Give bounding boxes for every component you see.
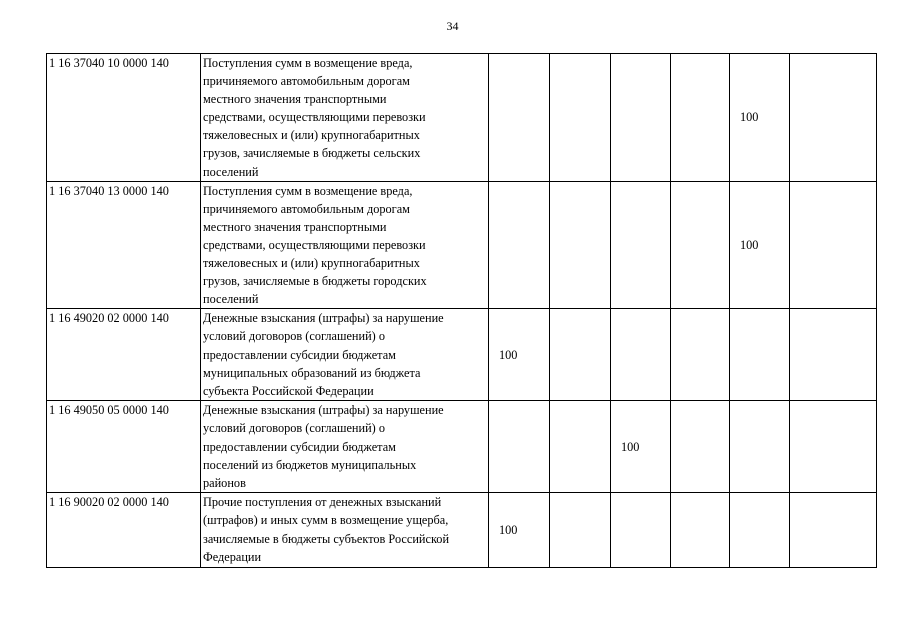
- table-row: [47, 309, 877, 401]
- description-line: поселений: [203, 164, 259, 179]
- description-line: местного значения транспортными: [203, 92, 387, 107]
- budget-code-cell: 1 16 49050 05 0000 140: [47, 401, 201, 493]
- value-cell: [790, 54, 877, 182]
- value-cell: 100: [489, 493, 550, 568]
- description-line: условий договоров (соглашений) о: [203, 421, 385, 436]
- value-cell: [550, 401, 611, 493]
- description-line: тяжеловесных и (или) крупногабаритных: [203, 128, 420, 143]
- description-cell: [201, 181, 489, 309]
- description-cell: [201, 54, 489, 182]
- description-line: средствами, осуществляющими перевозки: [203, 110, 426, 125]
- description-line: причиняемого автомобильным дорогам: [203, 201, 410, 216]
- value-cell: [611, 54, 671, 182]
- table-row: [47, 493, 877, 568]
- description-line: поселений из бюджетов муниципальных: [203, 457, 417, 472]
- value-cell: [730, 309, 790, 401]
- value-cell: [489, 54, 550, 182]
- value-cell: [671, 493, 730, 568]
- description-line: грузов, зачисляемые в бюджеты сельских: [203, 146, 421, 161]
- description-line: местного значения транспортными: [203, 219, 387, 234]
- value-cell: [489, 401, 550, 493]
- value-cell: [489, 181, 550, 309]
- value-cell: [611, 181, 671, 309]
- description-line: Денежные взыскания (штрафы) за нарушение: [203, 403, 444, 418]
- revenue-distribution-table: [46, 53, 877, 568]
- value-cell: [671, 54, 730, 182]
- description-line: зачисляемые в бюджеты субъектов Российской: [203, 531, 450, 546]
- value-cell: [550, 309, 611, 401]
- description-cell: [201, 493, 489, 568]
- description-line: тяжеловесных и (или) крупногабаритных: [203, 256, 420, 271]
- value-cell: [730, 493, 790, 568]
- value-cell: [671, 401, 730, 493]
- description-line: муниципальных образований из бюджета: [203, 365, 421, 380]
- value-cell: [671, 181, 730, 309]
- description-line: Федерации: [203, 549, 262, 564]
- value-cell: [550, 181, 611, 309]
- description-line: предоставлении субсидии бюджетам: [203, 439, 396, 454]
- description-line: причиняемого автомобильным дорогам: [203, 74, 410, 89]
- budget-code-cell: 1 16 37040 10 0000 140: [47, 54, 201, 182]
- description-line: предоставлении субсидии бюджетам: [203, 347, 396, 362]
- value-cell: [790, 309, 877, 401]
- value-cell: [550, 54, 611, 182]
- value-cell: [671, 309, 730, 401]
- value-cell: [730, 401, 790, 493]
- description-line: районов: [203, 475, 246, 490]
- value-cell: 100: [730, 181, 790, 309]
- value-cell: [790, 181, 877, 309]
- value-cell: 100: [611, 401, 671, 493]
- description-line: средствами, осуществляющими перевозки: [203, 237, 426, 252]
- value-cell: [790, 401, 877, 493]
- value-cell: 100: [730, 54, 790, 182]
- description-cell: [201, 309, 489, 401]
- description-line: (штрафов) и иных сумм в возмещение ущерба,: [203, 513, 449, 528]
- table-row: [47, 181, 877, 309]
- description-line: Денежные взыскания (штрафы) за нарушение: [203, 311, 444, 326]
- description-line: Поступления сумм в возмещение вреда,: [203, 56, 413, 70]
- table-row: [47, 54, 877, 182]
- description-line: Поступления сумм в возмещение вреда,: [203, 183, 413, 198]
- budget-code-cell: 1 16 49020 02 0000 140: [47, 309, 201, 401]
- description-line: поселений: [203, 292, 259, 307]
- value-cell: [611, 493, 671, 568]
- value-cell: 100: [489, 309, 550, 401]
- budget-code-cell: 1 16 90020 02 0000 140: [47, 493, 201, 568]
- description-line: грузов, зачисляемые в бюджеты городских: [203, 274, 427, 289]
- table-row: [47, 401, 877, 493]
- description-line: Прочие поступления от денежных взысканий: [203, 495, 442, 510]
- budget-code-cell: 1 16 37040 13 0000 140: [47, 181, 201, 309]
- page-number: 34: [446, 19, 459, 33]
- value-cell: [790, 493, 877, 568]
- value-cell: [550, 493, 611, 568]
- description-cell: [201, 401, 489, 493]
- description-line: условий договоров (соглашений) о: [203, 329, 385, 344]
- value-cell: [611, 309, 671, 401]
- description-line: субъекта Российской Федерации: [203, 383, 374, 398]
- table-body: [47, 54, 877, 568]
